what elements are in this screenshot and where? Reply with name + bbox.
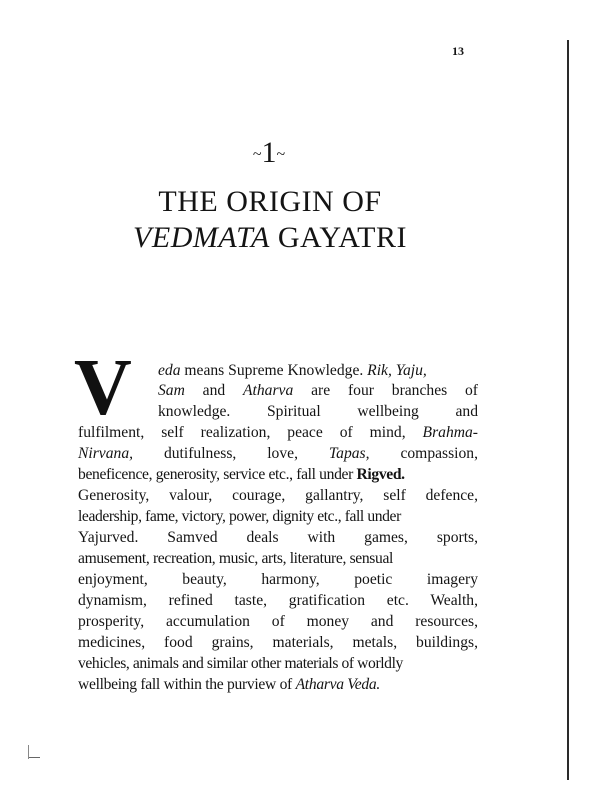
page-edge-left [28,757,40,758]
chapter-title-rest: GAYATRI [269,221,407,254]
text-line-15: vehicles, animals and similar other materials of worldly [78,655,403,672]
text-line-11: enjoyment, beauty, harmony, poetic imagery [78,571,478,588]
chapter-title-line-2 [90,220,450,256]
text-line-13: prosperity, accumulation of money and resources, [78,613,478,630]
page-number: 13 [452,44,464,58]
text-line-4: fulfilment, self realization, peace of mind, Brahma- [78,424,478,441]
text-line-9: Yajurved. Samved deals with games, sports, [78,529,478,546]
text-line-8: leadership, fame, victory, power, dignity etc., fall under [78,508,401,525]
text-line-3: knowledge. Spiritual wellbeing and [158,403,478,420]
drop-cap: V [74,344,132,432]
chapter-title-italic: VEDMATA [133,221,270,254]
chapter-mark-right: ~ [276,146,286,164]
page-edge-right [567,40,569,780]
chapter-number: 1 [261,136,277,169]
text-line-1: eda means Supreme Knowledge. Rik, Yaju, [158,362,427,379]
page-edge-left-vertical [28,745,29,759]
chapter-mark [244,136,294,170]
text-line-7: Generosity, valour, courage, gallantry, self defence, [78,487,478,504]
text-line-10: amusement, recreation, music, arts, literature, sensual [78,550,394,567]
text-line-5: Nirvana, dutifulness, love, Tapas, compassion, [78,445,478,462]
text-line-6: beneficence, generosity, service etc., fall under Rigved. [78,466,405,483]
chapter-mark-left: ~ [252,146,262,164]
text-line-2: Sam and Atharva are four branches of [158,382,479,399]
chapter-title-line-1: THE ORIGIN OF [158,185,382,218]
text-line-14: medicines, food grains, materials, metals, buildings, [78,634,478,651]
text-line-12: dynamism, refined taste, gratification etc. Wealth, [78,592,478,609]
chapter-title [90,184,450,256]
text-line-16: wellbeing fall within the purview of Atharva Veda. [78,676,381,693]
